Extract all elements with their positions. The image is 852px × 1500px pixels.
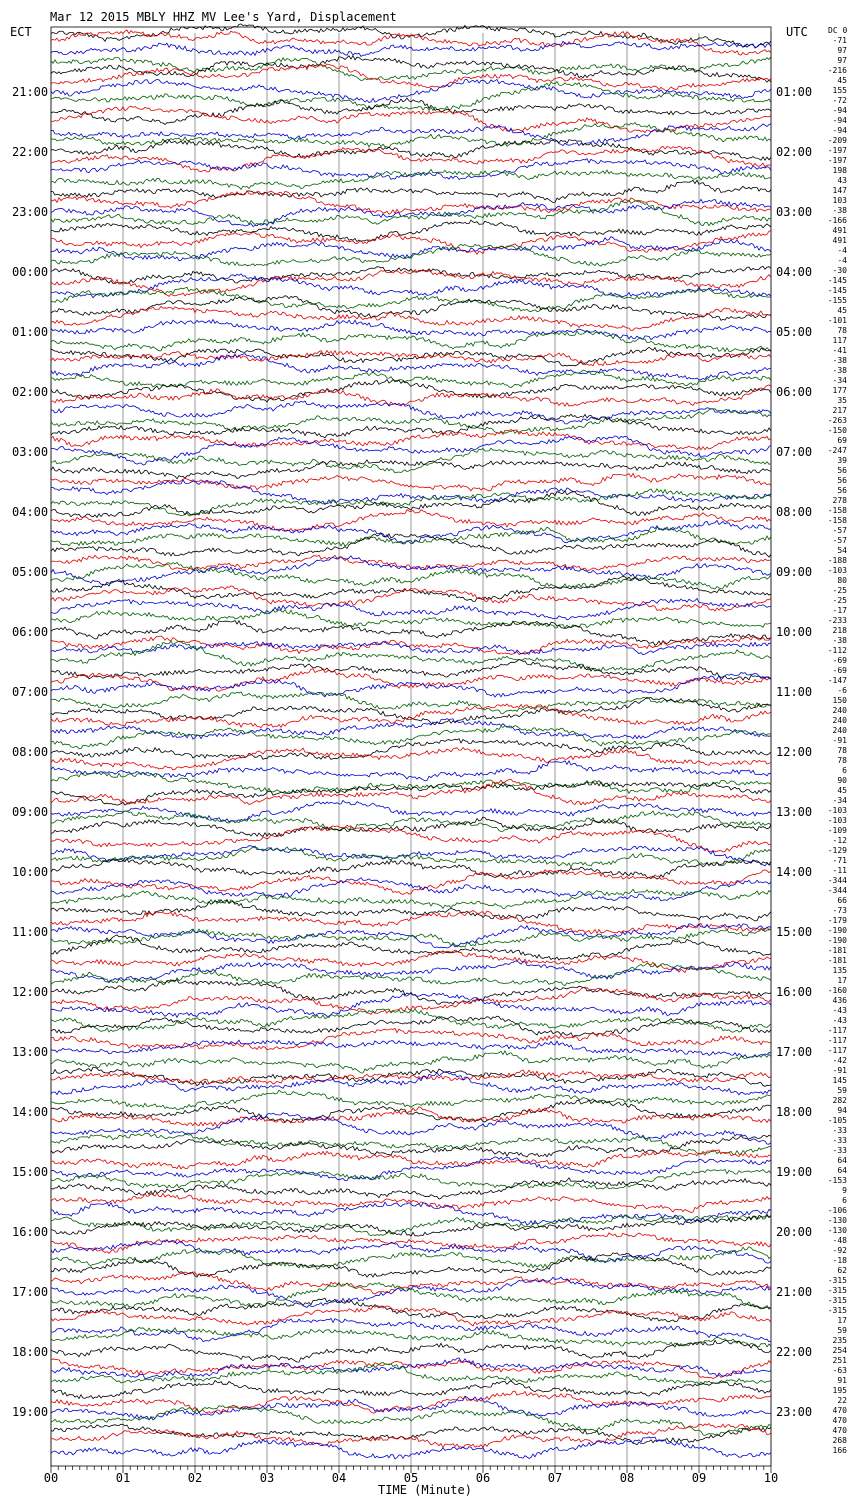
ect-hour-label: 05:00 (12, 565, 49, 579)
dc-offset-label: 94 (837, 1106, 847, 1115)
dc-offset-label: -216 (827, 66, 847, 75)
utc-hour-label: 04:00 (776, 265, 813, 279)
utc-hour-label: 12:00 (776, 745, 813, 759)
ect-hour-label: 00:00 (12, 265, 49, 279)
dc-offset-label: 470 (832, 1426, 847, 1435)
dc-offset-label: -105 (827, 1116, 847, 1125)
dc-offset-label: 278 (832, 496, 847, 505)
dc-offset-label: -38 (832, 636, 847, 645)
utc-hour-labels (776, 85, 812, 1419)
dc-offset-label: -112 (827, 646, 847, 655)
dc-offset-label: 90 (837, 776, 847, 785)
chart-title: Mar 12 2015 MBLY HHZ MV Lee's Yard, Displacement (50, 10, 397, 24)
utc-hour-label: 17:00 (776, 1045, 813, 1059)
utc-hour-label: 23:00 (776, 1405, 813, 1419)
dc-offset-label: 64 (837, 1156, 847, 1165)
utc-hour-label: 09:00 (776, 565, 813, 579)
dc-offset-label: -69 (832, 656, 847, 665)
utc-hour-label: 02:00 (776, 145, 813, 159)
ect-hour-label: 06:00 (12, 625, 49, 639)
ect-hour-label: 22:00 (12, 145, 49, 159)
dc-offset-label: -344 (827, 876, 847, 885)
dc-offset-label: 64 (837, 1166, 847, 1175)
dc-offset-label: -197 (827, 156, 847, 165)
dc-offset-label: -6 (837, 686, 847, 695)
dc-offset-label: -91 (832, 1066, 847, 1075)
ect-hour-label: 02:00 (12, 385, 49, 399)
dc-offset-label: 91 (837, 1376, 847, 1385)
dc-offset-label: 66 (837, 896, 847, 905)
dc-offset-label: 150 (832, 696, 847, 705)
ect-hour-label: 19:00 (12, 1405, 49, 1419)
dc-offset-label: 45 (837, 786, 847, 795)
dc-offset-label: 177 (832, 386, 847, 395)
dc-offset-label: -11 (832, 866, 847, 875)
dc-offset-label: -153 (827, 1176, 847, 1185)
dc-offset-label: 43 (837, 176, 847, 185)
dc-offset-label: 45 (837, 76, 847, 85)
ect-hour-label: 04:00 (12, 505, 49, 519)
dc-offset-label: 6 (842, 1196, 847, 1205)
dc-offset-label: -109 (827, 826, 847, 835)
ect-hour-label: 09:00 (12, 805, 49, 819)
dc-offset-label: 56 (837, 476, 847, 485)
ect-hour-label: 01:00 (12, 325, 49, 339)
dc-offset-label: -33 (832, 1146, 847, 1155)
dc-offset-label: -30 (832, 266, 847, 275)
x-tick-label: 08 (619, 1471, 635, 1485)
dc-offset-label: -188 (827, 556, 847, 565)
dc-offset-label: 135 (832, 966, 847, 975)
ect-hour-labels (12, 85, 48, 1419)
dc-offset-label: -160 (827, 986, 847, 995)
utc-hour-label: 01:00 (776, 85, 813, 99)
dc-offset-label: -38 (832, 356, 847, 365)
dc-offset-label: -179 (827, 916, 847, 925)
dc-offset-label: 17 (837, 976, 847, 985)
dc-offset-label: 235 (832, 1336, 847, 1345)
x-tick-label: 07 (547, 1471, 563, 1485)
dc-offset-label: -94 (832, 126, 847, 135)
dc-offset-label: -103 (827, 566, 847, 575)
dc-offset-label: 198 (832, 166, 847, 175)
ect-hour-label: 13:00 (12, 1045, 49, 1059)
dc-offset-label: -190 (827, 926, 847, 935)
utc-hour-label: 13:00 (776, 805, 813, 819)
ect-hour-label: 23:00 (12, 205, 49, 219)
ect-hour-label: 21:00 (12, 85, 49, 99)
dc-offset-label: 9 (842, 1186, 847, 1195)
x-tick-label: 09 (691, 1471, 707, 1485)
dc-offset-label: 59 (837, 1086, 847, 1095)
dc-offset-labels (828, 36, 847, 1455)
dc-offset-label: 436 (832, 996, 847, 1005)
dc-offset-label: -57 (832, 526, 847, 535)
x-tick-label: 00 (43, 1471, 59, 1485)
dc-offset-label: -17 (832, 606, 847, 615)
dc-offset-label: -94 (832, 116, 847, 125)
ect-hour-label: 18:00 (12, 1345, 49, 1359)
dc-offset-label: -25 (832, 586, 847, 595)
dc-offset-label: 54 (837, 546, 847, 555)
ect-hour-label: 03:00 (12, 445, 49, 459)
dc-offset-label: -181 (827, 946, 847, 955)
dc-offset-label: -73 (832, 906, 847, 915)
dc-offset-label: -4 (837, 256, 847, 265)
utc-hour-label: 11:00 (776, 685, 813, 699)
x-tick-label: 05 (403, 1471, 419, 1485)
dc-offset-header: DC 0 (828, 26, 848, 35)
ect-hour-label: 11:00 (12, 925, 49, 939)
dc-offset-label: 166 (832, 1446, 847, 1455)
x-tick-label: 04 (331, 1471, 347, 1485)
x-tick-label: 03 (259, 1471, 275, 1485)
dc-offset-label: -130 (827, 1226, 847, 1235)
dc-offset-label: -130 (827, 1216, 847, 1225)
dc-offset-label: -247 (827, 446, 847, 455)
dc-offset-label: -92 (832, 1246, 847, 1255)
minute-gridlines (51, 27, 771, 1466)
dc-offset-label: 35 (837, 396, 847, 405)
dc-offset-label: 39 (837, 456, 847, 465)
dc-offset-label: 254 (832, 1346, 847, 1355)
dc-offset-label: 103 (832, 196, 847, 205)
dc-offset-label: 80 (837, 576, 847, 585)
left-timezone-header: ECT (10, 25, 32, 39)
dc-offset-label: 491 (832, 226, 847, 235)
utc-hour-label: 06:00 (776, 385, 813, 399)
ect-hour-label: 07:00 (12, 685, 49, 699)
dc-offset-label: 17 (837, 1316, 847, 1325)
utc-hour-label: 18:00 (776, 1105, 813, 1119)
x-tick-label: 02 (187, 1471, 203, 1485)
dc-offset-label: -158 (827, 506, 847, 515)
x-tick-label: 10 (763, 1471, 779, 1485)
ect-hour-label: 17:00 (12, 1285, 49, 1299)
dc-offset-label: -34 (832, 796, 847, 805)
dc-offset-label: -197 (827, 146, 847, 155)
utc-hour-label: 10:00 (776, 625, 813, 639)
dc-offset-label: -103 (827, 806, 847, 815)
utc-hour-label: 22:00 (776, 1345, 813, 1359)
utc-hour-label: 05:00 (776, 325, 813, 339)
dc-offset-label: -38 (832, 366, 847, 375)
dc-offset-label: -33 (832, 1136, 847, 1145)
dc-offset-label: -263 (827, 416, 847, 425)
ect-hour-label: 08:00 (12, 745, 49, 759)
dc-offset-label: -43 (832, 1016, 847, 1025)
dc-offset-label: -117 (827, 1046, 847, 1055)
dc-offset-label: 97 (837, 46, 847, 55)
dc-offset-label: 56 (837, 486, 847, 495)
dc-offset-label: -57 (832, 536, 847, 545)
dc-offset-label: -18 (832, 1256, 847, 1265)
utc-hour-label: 14:00 (776, 865, 813, 879)
dc-offset-label: -117 (827, 1036, 847, 1045)
dc-offset-label: 62 (837, 1266, 847, 1275)
dc-offset-label: 78 (837, 756, 847, 765)
utc-hour-label: 15:00 (776, 925, 813, 939)
dc-offset-label: -41 (832, 346, 847, 355)
utc-hour-label: 03:00 (776, 205, 813, 219)
dc-offset-label: -166 (827, 216, 847, 225)
ect-hour-label: 10:00 (12, 865, 49, 879)
dc-offset-label: -181 (827, 956, 847, 965)
dc-offset-label: 78 (837, 326, 847, 335)
dc-offset-label: -147 (827, 676, 847, 685)
dc-offset-label: -315 (827, 1306, 847, 1315)
utc-hour-label: 19:00 (776, 1165, 813, 1179)
dc-offset-label: -145 (827, 276, 847, 285)
dc-offset-label: -209 (827, 136, 847, 145)
dc-offset-label: -106 (827, 1206, 847, 1215)
dc-offset-label: 240 (832, 716, 847, 725)
utc-hour-label: 20:00 (776, 1225, 813, 1239)
dc-offset-label: 491 (832, 236, 847, 245)
utc-hour-label: 16:00 (776, 985, 813, 999)
dc-offset-label: -315 (827, 1296, 847, 1305)
dc-offset-label: -233 (827, 616, 847, 625)
utc-hour-label: 21:00 (776, 1285, 813, 1299)
dc-offset-label: 6 (842, 766, 847, 775)
dc-offset-label: -34 (832, 376, 847, 385)
dc-offset-label: 145 (832, 1076, 847, 1085)
ect-hour-label: 12:00 (12, 985, 49, 999)
dc-offset-label: -103 (827, 816, 847, 825)
ect-hour-label: 15:00 (12, 1165, 49, 1179)
dc-offset-label: 147 (832, 186, 847, 195)
dc-offset-label: -158 (827, 516, 847, 525)
dc-offset-label: 69 (837, 436, 847, 445)
dc-offset-label: 195 (832, 1386, 847, 1395)
dc-offset-label: -117 (827, 1026, 847, 1035)
dc-offset-label: -38 (832, 206, 847, 215)
dc-offset-label: -48 (832, 1236, 847, 1245)
ect-hour-label: 16:00 (12, 1225, 49, 1239)
dc-offset-label: 117 (832, 336, 847, 345)
x-axis-label: TIME (Minute) (378, 1483, 472, 1497)
dc-offset-label: 78 (837, 746, 847, 755)
dc-offset-label: -33 (832, 1126, 847, 1135)
dc-offset-label: 218 (832, 626, 847, 635)
dc-offset-label: 59 (837, 1326, 847, 1335)
dc-offset-label: -71 (832, 856, 847, 865)
dc-offset-label: -42 (832, 1056, 847, 1065)
dc-offset-label: -94 (832, 106, 847, 115)
x-tick-label: 06 (475, 1471, 491, 1485)
dc-offset-label: 240 (832, 726, 847, 735)
x-tick-label: 01 (115, 1471, 131, 1485)
dc-offset-label: -4 (837, 246, 847, 255)
dc-offset-label: -101 (827, 316, 847, 325)
dc-offset-label: 155 (832, 86, 847, 95)
utc-hour-label: 07:00 (776, 445, 813, 459)
ect-hour-label: 14:00 (12, 1105, 49, 1119)
dc-offset-label: 22 (837, 1396, 847, 1405)
dc-offset-label: 268 (832, 1436, 847, 1445)
dc-offset-label: -150 (827, 426, 847, 435)
dc-offset-label: -71 (832, 36, 847, 45)
dc-offset-label: -25 (832, 596, 847, 605)
dc-offset-label: 45 (837, 306, 847, 315)
dc-offset-label: 217 (832, 406, 847, 415)
dc-offset-label: -315 (827, 1286, 847, 1295)
dc-offset-label: -145 (827, 286, 847, 295)
dc-offset-label: 251 (832, 1356, 847, 1365)
dc-offset-label: 97 (837, 56, 847, 65)
dc-offset-label: -72 (832, 96, 847, 105)
dc-offset-label: -91 (832, 736, 847, 745)
dc-offset-label: -344 (827, 886, 847, 895)
dc-offset-label: -63 (832, 1366, 847, 1375)
dc-offset-label: -129 (827, 846, 847, 855)
dc-offset-label: 470 (832, 1406, 847, 1415)
dc-offset-label: 240 (832, 706, 847, 715)
dc-offset-label: -155 (827, 296, 847, 305)
dc-offset-label: 56 (837, 466, 847, 475)
dc-offset-label: -69 (832, 666, 847, 675)
dc-offset-label: -190 (827, 936, 847, 945)
utc-hour-label: 08:00 (776, 505, 813, 519)
dc-offset-label: 282 (832, 1096, 847, 1105)
dc-offset-label: -12 (832, 836, 847, 845)
right-timezone-header: UTC (786, 25, 808, 39)
dc-offset-label: -315 (827, 1276, 847, 1285)
dc-offset-label: 470 (832, 1416, 847, 1425)
dc-offset-label: -43 (832, 1006, 847, 1015)
